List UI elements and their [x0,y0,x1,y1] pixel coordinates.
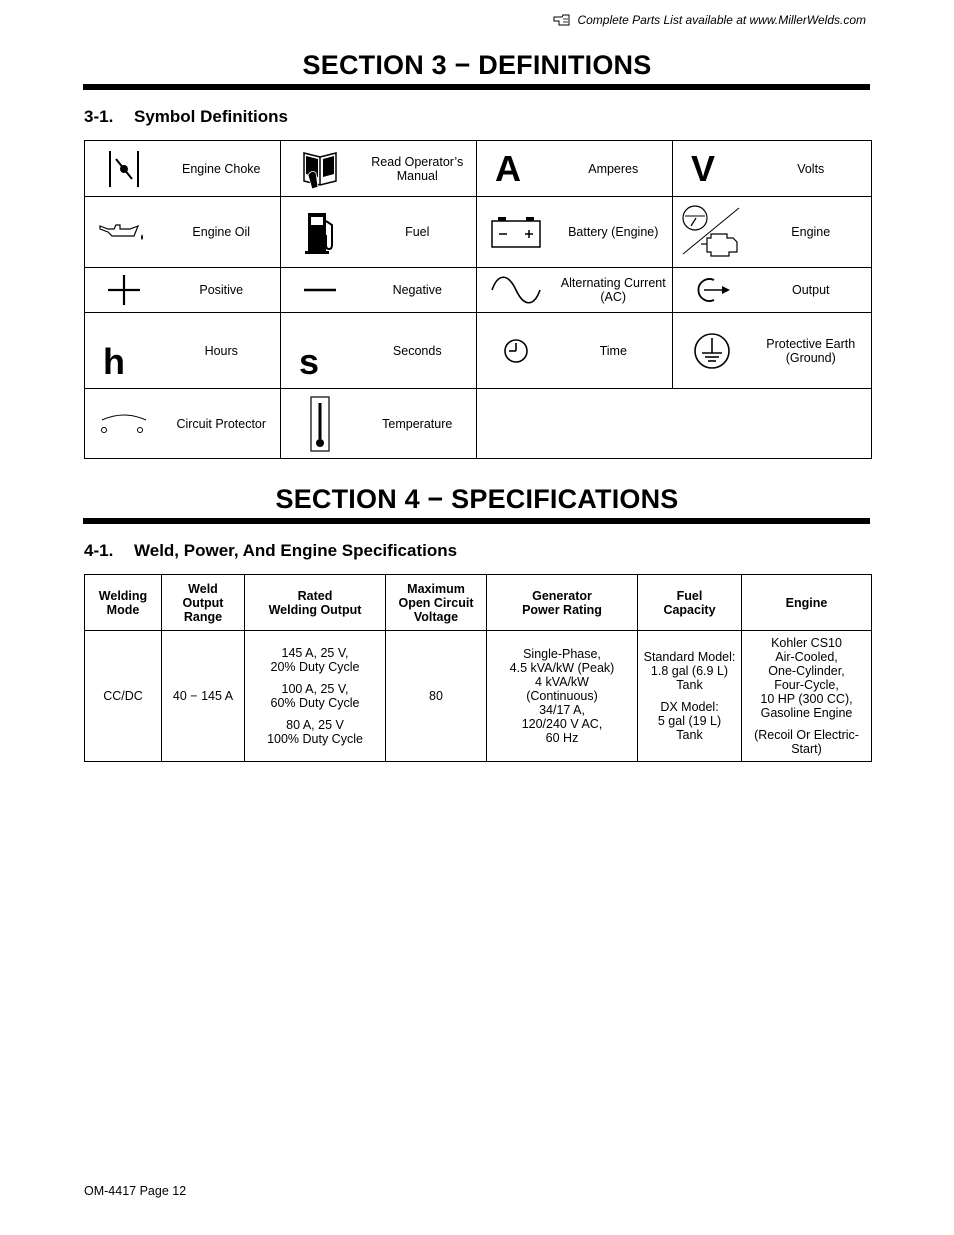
fuel-pump-icon [281,197,359,268]
header-max-ocv: Maximum Open Circuit Voltage [386,575,487,631]
subsection-3-1-title: 3-1. Symbol Definitions [84,107,288,126]
page-footer: OM-4417 Page 12 [84,1184,187,1198]
symbol-label: Battery (Engine) [555,197,673,268]
symbol-row [85,197,872,268]
positive-icon [85,268,163,313]
symbol-label: Alternating Current (AC) [555,268,673,313]
spec-header-row [85,575,872,631]
symbol-label: Time [555,313,673,389]
thermometer-icon [281,389,359,459]
symbol-label: Output [751,268,872,313]
cell-fuel-capacity: Standard Model: 1.8 gal (6.9 L) Tank DX Model: 5 gal (19 L) Tank [638,631,742,762]
symbol-label: Volts [751,141,872,197]
symbol-label: Seconds [359,313,477,389]
symbol-label: Engine Choke [163,141,281,197]
cell-max-ocv: 80 [386,631,487,762]
circuit-protector-icon [85,389,163,459]
clock-icon [477,313,555,389]
empty-cell [477,389,872,459]
engine-icon [673,197,751,268]
negative-icon [281,268,359,313]
cell-engine: Kohler CS10 Air-Cooled, One-Cylinder, Four-Cycle, 10 HP (300 CC), Gasoline Engine (Recoil Or Electric- Start) [742,631,872,762]
header-rated-welding-output: Rated Welding Output [245,575,386,631]
symbol-label: Hours [163,313,281,389]
output-icon [673,268,751,313]
symbol-row [85,389,872,459]
symbol-label: Circuit Protector [163,389,281,459]
header-generator-power: Generator Power Rating [487,575,638,631]
symbol-label: Temperature [359,389,477,459]
pointing-hand-icon [553,14,571,26]
specifications-table [84,574,872,762]
symbol-label: Amperes [555,141,673,197]
parts-list-text: Complete Parts List available at www.MillerWelds.com [577,13,866,27]
seconds-icon: s [281,313,359,389]
symbol-label: Fuel [359,197,477,268]
header-welding-mode: Welding Mode [85,575,162,631]
engine-oil-icon [85,197,163,268]
symbol-label: Negative [359,268,477,313]
engine-choke-icon [85,141,163,197]
ground-icon [673,313,751,389]
section-4-title: SECTION 4 − SPECIFICATIONS [275,484,679,514]
subsection-4-1-title: 4-1. Weld, Power, And Engine Specifications [84,541,458,560]
symbol-row [85,268,872,313]
spec-data-row [85,631,872,762]
symbol-label: Engine [751,197,872,268]
symbol-row [85,313,872,389]
section-4-rule [83,518,870,524]
symbol-row [85,141,872,197]
symbol-label: Positive [163,268,281,313]
header-engine: Engine [742,575,872,631]
symbol-label: Read Operator’s Manual [359,141,477,197]
symbol-label: Engine Oil [163,197,281,268]
cell-generator-power: Single-Phase, 4.5 kVA/kW (Peak) 4 kVA/kW (Continuous) 34/17 A, 120/240 V AC, 60 Hz [487,631,638,762]
header-weld-output-range: Weld Output Range [162,575,245,631]
operator-manual-icon [281,141,359,197]
cell-output-range: 40 − 145 A [162,631,245,762]
amperes-icon: A [477,141,555,197]
battery-icon [477,197,555,268]
symbol-label: Protective Earth (Ground) [751,313,872,389]
section-3-rule [83,84,870,90]
hours-icon: h [85,313,163,389]
parts-list-note [553,13,866,27]
section-3-title: SECTION 3 − DEFINITIONS [302,50,652,80]
cell-rated-output: 145 A, 25 V, 20% Duty Cycle 100 A, 25 V, 60% Duty Cycle 80 A, 25 V 100% Duty Cycle [245,631,386,762]
alternating-current-icon [477,268,555,313]
header-fuel-capacity: Fuel Capacity [638,575,742,631]
cell-welding-mode: CC/DC [85,631,162,762]
symbol-definitions-table [84,140,872,459]
volts-icon: V [673,141,751,197]
